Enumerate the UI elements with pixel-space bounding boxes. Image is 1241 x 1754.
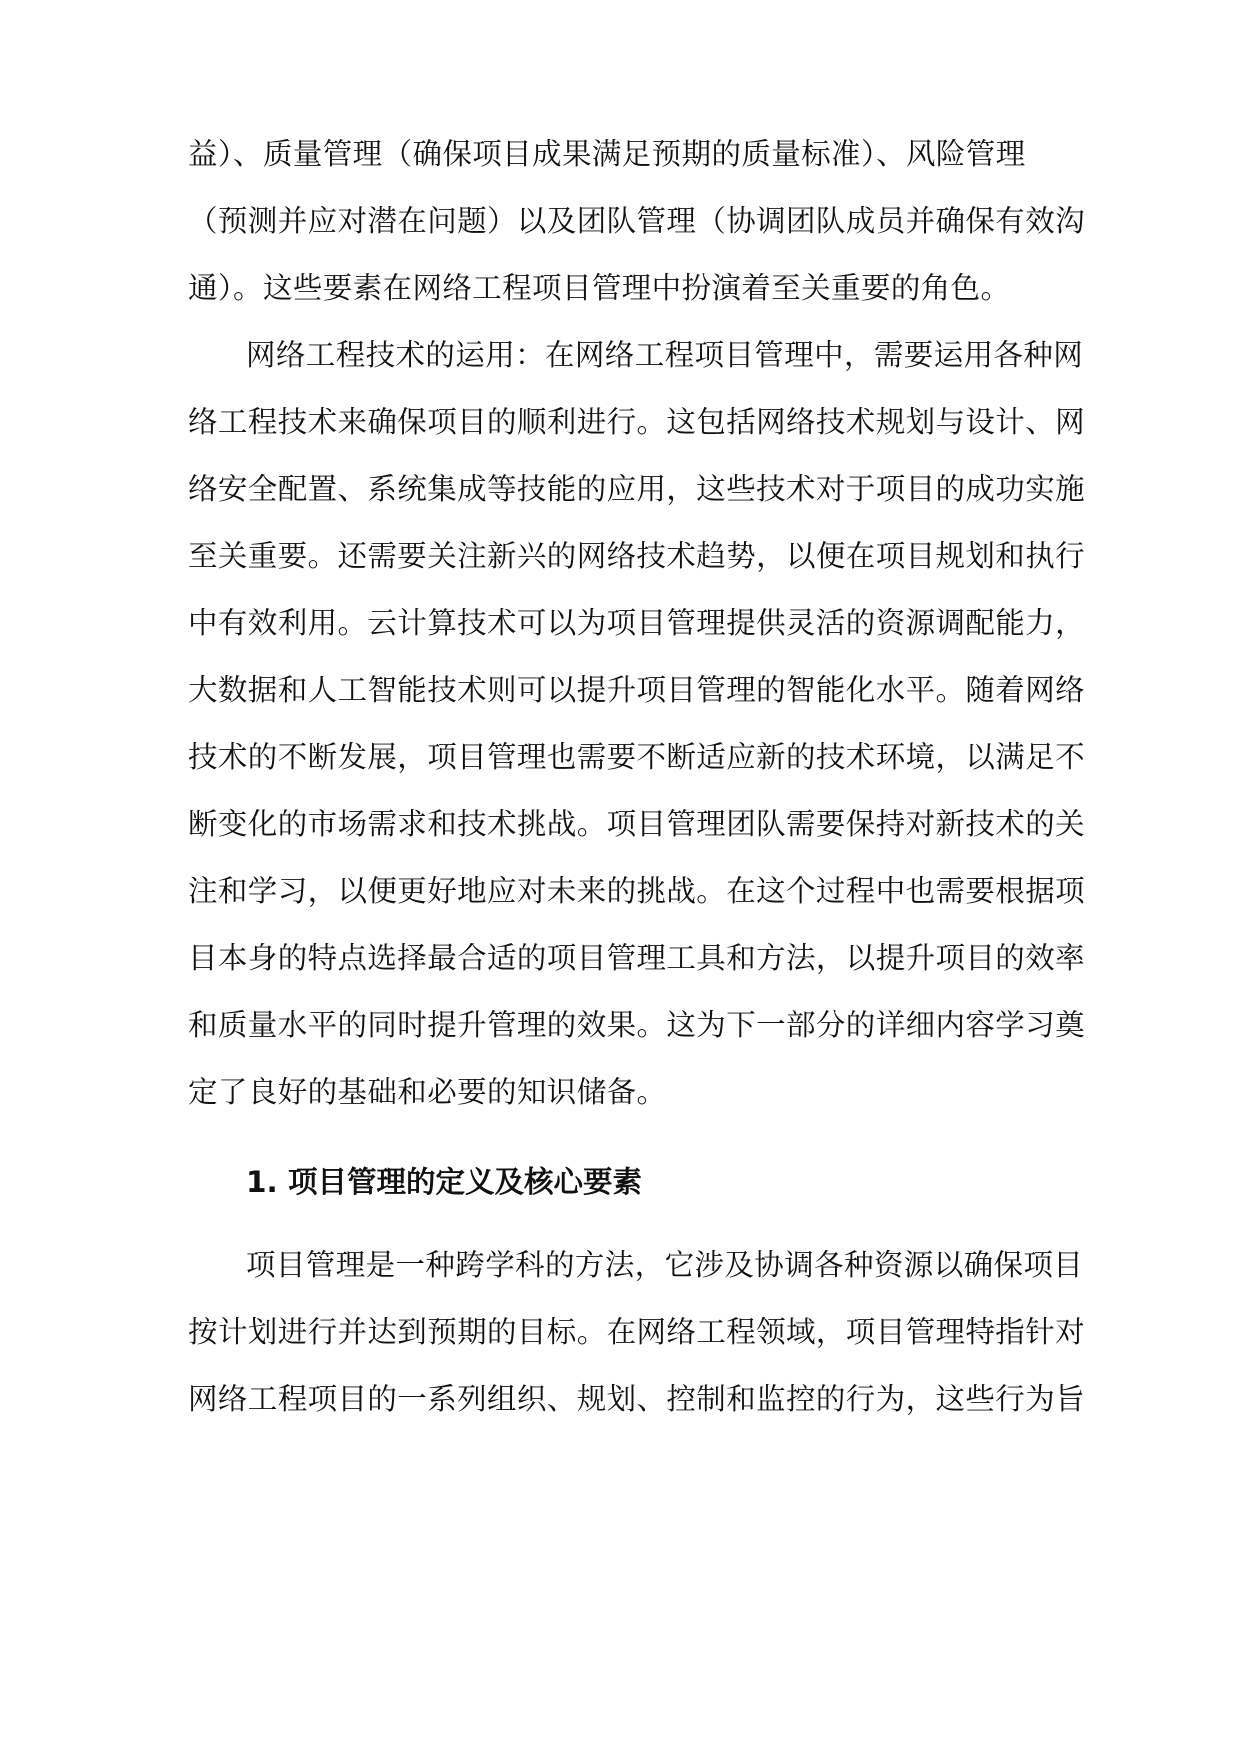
paragraph-line: 项目管理是一种跨学科的方法，它涉及协调各种资源以确保项目 bbox=[246, 1248, 1084, 1282]
paragraph-line: 络工程技术来确保项目的顺利进行。这包括网络技术规划与设计、网 bbox=[188, 405, 1086, 439]
paragraph-line: 按计划进行并达到预期的目标。在网络工程领域，项目管理特指针对 bbox=[188, 1315, 1086, 1349]
paragraph-line: 通）。这些要素在网络工程项目管理中扮演着至关重要的角色。 bbox=[188, 271, 1011, 305]
paragraph-line: 网络工程技术的运用：在网络工程项目管理中，需要运用各种网 bbox=[246, 338, 1084, 372]
paragraph-line: 目本身的特点选择最合适的项目管理工具和方法，以提升项目的效率 bbox=[188, 941, 1086, 975]
paragraph-line: 网络工程项目的一系列组织、规划、控制和监控的行为，这些行为旨 bbox=[188, 1382, 1086, 1416]
paragraph-line: （预测并应对潜在问题）以及团队管理（协调团队成员并确保有效沟 bbox=[188, 204, 1086, 238]
paragraph-line: 注和学习，以便更好地应对未来的挑战。在这个过程中也需要根据项 bbox=[188, 874, 1086, 908]
paragraph-line: 益）、质量管理（确保项目成果满足预期的质量标准）、风险管理 bbox=[188, 137, 1026, 171]
paragraph-line: 至关重要。还需要关注新兴的网络技术趋势，以便在项目规划和执行 bbox=[188, 539, 1086, 573]
section-heading: 1. 项目管理的定义及核心要素 bbox=[246, 1165, 643, 1199]
paragraph-line: 大数据和人工智能技术则可以提升项目管理的智能化水平。随着网络 bbox=[188, 673, 1086, 707]
paragraph-line: 断变化的市场需求和技术挑战。项目管理团队需要保持对新技术的关 bbox=[188, 807, 1086, 841]
paragraph-line: 定了良好的基础和必要的知识储备。 bbox=[188, 1075, 667, 1109]
paragraph-line: 和质量水平的同时提升管理的效果。这为下一部分的详细内容学习奠 bbox=[188, 1008, 1086, 1042]
paragraph-line: 络安全配置、系统集成等技能的应用，这些技术对于项目的成功实施 bbox=[188, 472, 1086, 506]
paragraph-line: 技术的不断发展，项目管理也需要不断适应新的技术环境，以满足不 bbox=[188, 740, 1086, 774]
paragraph-line: 中有效利用。云计算技术可以为项目管理提供灵活的资源调配能力， bbox=[188, 606, 1086, 640]
